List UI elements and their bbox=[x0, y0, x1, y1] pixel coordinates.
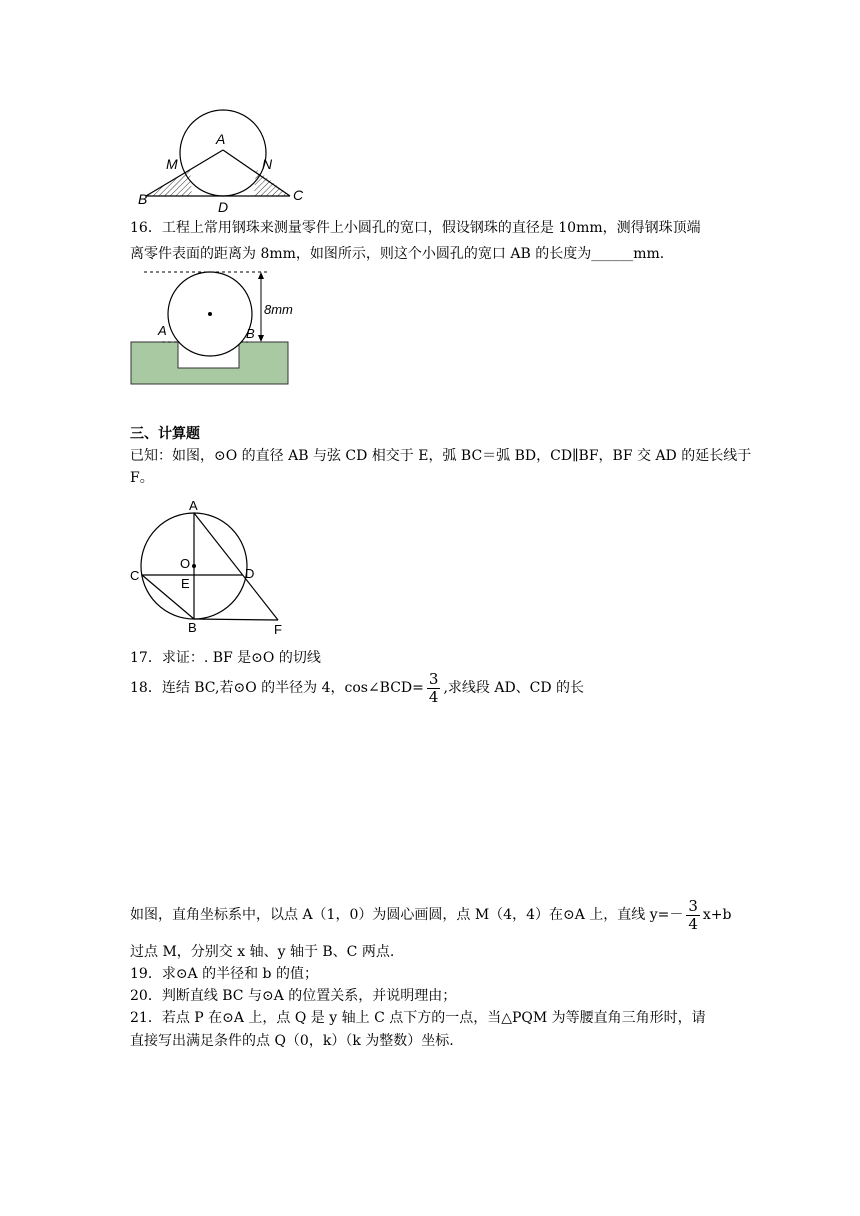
label-a: A bbox=[216, 131, 226, 147]
center-o bbox=[192, 564, 196, 568]
problem2-line2: 过点 M，分别交 x 轴、y 轴于 B、C 两点. bbox=[130, 944, 395, 960]
q18-frac-num: 3 bbox=[428, 669, 439, 688]
problem2-fraction bbox=[686, 898, 700, 933]
q19: 19．求⊙A 的半径和 b 的值； bbox=[130, 966, 318, 982]
problem2-prefix: 如图，直角坐标系中，以点 A（1，0）为圆心画圆，点 M（4，4）在⊙A 上，直线 y=－ bbox=[130, 907, 684, 923]
circle-a bbox=[180, 110, 266, 196]
q18-fraction bbox=[427, 671, 441, 706]
label-c: C bbox=[130, 568, 140, 583]
q20: 20．判断直线 BC 与⊙A 的位置关系，并说明理由； bbox=[130, 988, 457, 1004]
q16-line1: 16．工程上常用钢珠来测量零件上小圆孔的宽口，假设钢珠的直径是 10mm，测得钢珠顶端 bbox=[130, 220, 701, 236]
q21-line1: 21．若点 P 在⊙A 上，点 Q 是 y 轴上 C 点下方的一点，当△PQM 为等腰直角三角形时，请 bbox=[130, 1010, 706, 1026]
label-d: D bbox=[218, 199, 229, 212]
label-n: N bbox=[262, 156, 273, 172]
label-c: C bbox=[293, 187, 304, 203]
section-heading: 三、计算题 bbox=[130, 426, 200, 442]
q16-line2: 离零件表面的距离为 8mm，如图所示，则这个小圆孔的宽口 AB 的长度为______mm. bbox=[130, 246, 665, 262]
label-a: A bbox=[189, 498, 198, 513]
problem2-frac-num: 3 bbox=[688, 896, 698, 915]
dim-label: 8mm bbox=[264, 302, 293, 317]
arrow-down bbox=[258, 335, 264, 342]
q18-frac-den: 4 bbox=[428, 687, 439, 706]
figure-circle-o bbox=[126, 496, 296, 638]
problem2-suffix: x+b bbox=[702, 907, 732, 923]
label-b: B bbox=[138, 191, 148, 207]
label-a: A bbox=[158, 323, 167, 338]
label-m: M bbox=[166, 156, 178, 172]
problem2-line1 bbox=[130, 895, 732, 935]
q18 bbox=[130, 668, 584, 708]
figure-steel-ball bbox=[128, 266, 293, 388]
q18-prefix: 18．连结 BC,若⊙O 的半径为 4，cos∠BCD= bbox=[130, 680, 424, 696]
section3-intro-line1: 已知：如图，⊙O 的直径 AB 与弦 CD 相交于 E，弧 BC＝弧 BD，CD∥BF，BF 交 AD 的延长线于 bbox=[130, 448, 752, 464]
q18-suffix: ,求线段 AD、CD 的长 bbox=[443, 680, 585, 696]
label-d: D bbox=[245, 566, 255, 581]
figure-circle-triangle bbox=[130, 100, 310, 212]
ball-center bbox=[208, 312, 212, 316]
label-e: E bbox=[181, 576, 190, 591]
section3-intro-line2: F。 bbox=[130, 470, 154, 486]
tangent-bf bbox=[194, 619, 278, 620]
problem2-frac-den: 4 bbox=[688, 914, 698, 933]
label-b: B bbox=[246, 326, 255, 341]
q17: 17．求证：. BF 是⊙O 的切线 bbox=[130, 650, 321, 666]
line-af bbox=[194, 513, 278, 620]
q21-line2: 直接写出满足条件的点 Q（0，k）（k 为整数）坐标. bbox=[130, 1033, 454, 1049]
arrow-up bbox=[258, 272, 264, 279]
label-f: F bbox=[274, 622, 282, 637]
label-o: O bbox=[180, 556, 191, 571]
label-b: B bbox=[188, 620, 197, 635]
